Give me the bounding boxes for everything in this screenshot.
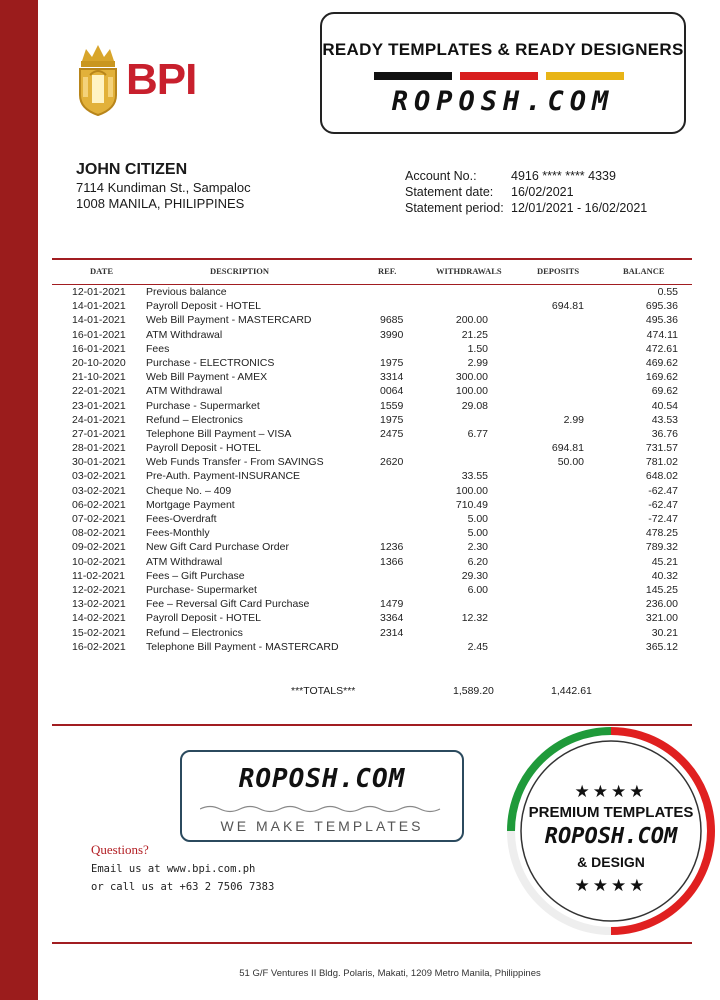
cell-balance: 474.11 <box>646 328 678 341</box>
seal-stars-top: ★★★★ <box>574 782 648 801</box>
bpi-logo <box>76 40 196 120</box>
cell-withdrawal: 2.45 <box>467 640 488 653</box>
cell-deposit: 694.81 <box>551 442 584 455</box>
cell-withdrawal: 29.08 <box>461 399 488 412</box>
statement-date: 16/02/2021 <box>511 185 574 199</box>
cell-date: 07-02-2021 <box>72 513 126 525</box>
cell-description: ATM Withdrawal <box>146 328 223 341</box>
statement-date-label: Statement date: <box>405 185 494 199</box>
table-row <box>0 583 720 597</box>
header-description: DESCRIPTION <box>210 266 270 276</box>
cell-ref: 2314 <box>380 626 404 639</box>
cell-description: Pre-Auth. Payment-INSURANCE <box>146 470 301 483</box>
cell-withdrawal: 100.00 <box>455 385 488 398</box>
cell-date: 16-01-2021 <box>72 328 126 341</box>
cell-ref: 1975 <box>380 356 404 369</box>
table-row <box>0 555 720 569</box>
seal-line3: & DESIGN <box>577 854 645 870</box>
cell-withdrawal: 29.30 <box>461 569 488 582</box>
cell-date: 27-01-2021 <box>72 427 126 440</box>
table-row <box>0 384 720 398</box>
cell-date: 23-01-2021 <box>72 399 126 412</box>
cell-balance: 648.02 <box>645 470 678 483</box>
header-ref: REF. <box>378 266 397 276</box>
cell-withdrawal: 5.00 <box>467 527 488 540</box>
statement-period-label: Statement period: <box>405 201 504 215</box>
cell-deposit: 694.81 <box>551 300 584 313</box>
cell-ref: 2475 <box>380 427 404 440</box>
cell-description: Payroll Deposit - HOTEL <box>146 612 261 625</box>
cell-description: Refund – Electronics <box>146 413 243 426</box>
header-balance: BALANCE <box>623 266 665 276</box>
cell-balance: 365.12 <box>645 640 678 653</box>
cell-date: 14-02-2021 <box>72 612 126 625</box>
cell-date: 11-02-2021 <box>72 569 125 582</box>
cell-deposit: 50.00 <box>557 456 584 469</box>
customer-address1: 7114 Kundiman St., Sampaloc <box>76 180 251 195</box>
bank-name: BPI <box>126 55 197 104</box>
cell-withdrawal: 2.99 <box>467 356 488 369</box>
cell-ref: 3990 <box>380 328 404 341</box>
watermark-top-line2: ROPOSH.COM <box>391 86 615 117</box>
cell-description: Purchase- Supermarket <box>146 583 257 596</box>
cell-date: 14-01-2021 <box>72 300 126 313</box>
table-row <box>0 626 720 640</box>
footer-address: 51 G/F Ventures II Bldg. Polaris, Makati, 1209 Metro Manila, Philippines <box>239 968 541 979</box>
cell-date: 16-01-2021 <box>72 342 126 355</box>
customer-block <box>76 162 251 212</box>
transactions-table <box>0 285 720 654</box>
cell-deposit: 2.99 <box>563 413 584 426</box>
cell-description: Fees – Gift Purchase <box>146 569 245 582</box>
cell-date: 24-01-2021 <box>72 413 126 426</box>
watermark-bottom <box>180 750 464 842</box>
cell-balance: 472.61 <box>645 342 678 355</box>
cell-ref: 1479 <box>380 598 404 611</box>
cell-ref: 9685 <box>380 314 404 327</box>
account-no: 4916 **** **** 4339 <box>511 169 616 183</box>
table-row <box>0 328 720 342</box>
cell-date: 20-10-2020 <box>72 356 126 369</box>
cell-balance: 236.00 <box>645 598 678 611</box>
totals-withdrawals: 1,589.20 <box>453 685 494 697</box>
cell-date: 12-01-2021 <box>72 286 126 298</box>
cell-date: 06-02-2021 <box>72 498 126 511</box>
seal-line2: ROPOSH.COM <box>544 824 678 849</box>
watermark-bottom-line2: WE MAKE TEMPLATES <box>220 818 424 834</box>
table-row <box>0 469 720 483</box>
totals-deposits: 1,442.61 <box>551 685 592 697</box>
cell-ref: 1366 <box>380 555 404 568</box>
divider <box>52 942 692 944</box>
cell-withdrawal: 33.55 <box>461 470 488 483</box>
cell-ref: 3314 <box>380 371 404 384</box>
table-row <box>0 399 720 413</box>
cell-date: 03-02-2021 <box>72 470 126 483</box>
cell-description: Refund – Electronics <box>146 626 243 639</box>
cell-ref: 3364 <box>380 612 404 625</box>
cell-date: 13-02-2021 <box>72 598 126 611</box>
cell-date: 10-02-2021 <box>72 555 126 568</box>
table-row <box>0 512 720 526</box>
table-row <box>0 640 720 654</box>
cell-description: Mortgage Payment <box>146 498 235 511</box>
header-withdrawals: WITHDRAWALS <box>436 266 502 276</box>
table-row <box>0 484 720 498</box>
cell-date: 28-01-2021 <box>72 442 126 455</box>
cell-description: Web Bill Payment - AMEX <box>146 371 268 384</box>
header-date: DATE <box>90 266 113 276</box>
cell-balance: 469.62 <box>645 356 678 369</box>
table-row <box>0 569 720 583</box>
cell-date: 09-02-2021 <box>72 541 126 554</box>
cell-balance: 69.62 <box>651 385 678 398</box>
cell-balance: 43.53 <box>651 413 678 426</box>
cell-balance: 169.62 <box>645 371 678 384</box>
table-row <box>0 370 720 384</box>
divider <box>52 258 692 260</box>
seal-stars-bottom: ★★★★ <box>574 876 648 895</box>
cell-date: 30-01-2021 <box>72 456 126 469</box>
cell-balance: 495.36 <box>645 314 678 327</box>
cell-balance: 789.32 <box>645 541 678 554</box>
cell-balance: -72.47 <box>648 513 678 525</box>
table-row <box>0 299 720 313</box>
header-deposits: DEPOSITS <box>537 266 580 276</box>
table-row <box>0 526 720 540</box>
cell-withdrawal: 100.00 <box>455 484 488 497</box>
cell-description: Payroll Deposit - HOTEL <box>146 442 261 455</box>
watermark-top <box>320 12 686 134</box>
cell-description: Purchase - ELECTRONICS <box>146 356 275 369</box>
cell-description: Previous balance <box>146 286 227 298</box>
cell-ref: 2620 <box>380 456 404 469</box>
table-row <box>0 498 720 512</box>
account-block <box>405 168 647 216</box>
flag-bars <box>374 72 624 80</box>
cell-description: Cheque No. – 409 <box>146 484 232 497</box>
phone-line: or call us at +63 2 7506 7383 <box>91 881 275 893</box>
table-row <box>0 413 720 427</box>
cell-date: 14-01-2021 <box>72 314 126 327</box>
cell-description: Web Bill Payment - MASTERCARD <box>146 314 312 327</box>
cell-date: 21-10-2021 <box>72 371 126 384</box>
cell-withdrawal: 710.49 <box>455 498 488 511</box>
table-row <box>0 611 720 625</box>
cell-description: Fees <box>146 342 170 355</box>
cell-date: 03-02-2021 <box>72 484 126 497</box>
cell-description: Fee – Reversal Gift Card Purchase <box>146 598 310 611</box>
cell-withdrawal: 6.20 <box>467 555 488 568</box>
cell-balance: 695.36 <box>645 300 678 313</box>
cell-ref: 1559 <box>380 399 404 412</box>
premium-seal <box>506 726 716 936</box>
cell-balance: -62.47 <box>648 484 678 497</box>
cell-balance: 731.57 <box>645 442 678 455</box>
cell-balance: 40.32 <box>651 569 678 582</box>
cell-date: 08-02-2021 <box>72 527 126 540</box>
cell-description: Web Funds Transfer - From SAVINGS <box>146 456 324 469</box>
table-header <box>0 266 720 280</box>
cell-withdrawal: 21.25 <box>461 328 488 341</box>
cell-ref: 1975 <box>380 413 404 426</box>
watermark-bottom-line1: ROPOSH.COM <box>238 764 406 794</box>
cell-description: Purchase - Supermarket <box>146 399 260 412</box>
cell-ref: 1236 <box>380 541 404 554</box>
table-row <box>0 313 720 327</box>
cell-balance: 36.76 <box>651 427 678 440</box>
seal-line1: PREMIUM TEMPLATES <box>528 804 694 821</box>
totals-label: ***TOTALS*** <box>291 685 356 697</box>
cell-description: ATM Withdrawal <box>146 555 223 568</box>
cell-date: 16-02-2021 <box>72 640 126 653</box>
table-row <box>0 285 720 299</box>
cell-balance: 145.25 <box>645 583 678 596</box>
cell-balance: 781.02 <box>645 456 678 469</box>
cell-balance: 45.21 <box>651 555 678 568</box>
statement-period: 12/01/2021 - 16/02/2021 <box>511 201 648 215</box>
table-row <box>0 441 720 455</box>
cell-date: 22-01-2021 <box>72 385 126 398</box>
customer-name: JOHN CITIZEN <box>76 161 188 178</box>
cell-withdrawal: 5.00 <box>467 513 488 525</box>
crown-shield-icon <box>76 43 120 117</box>
cell-description: Telephone Bill Payment – VISA <box>146 427 292 440</box>
contact-block <box>91 860 274 896</box>
table-row <box>0 597 720 611</box>
questions-heading: Questions? <box>91 842 149 857</box>
cell-balance: 40.54 <box>651 399 678 412</box>
cell-description: Fees-Monthly <box>146 527 210 540</box>
customer-address2: 1008 MANILA, PHILIPPINES <box>76 196 245 211</box>
email-line[interactable]: Email us at www.bpi.com.ph <box>91 863 256 875</box>
cell-description: Fees-Overdraft <box>146 513 217 525</box>
watermark-top-line1: READY TEMPLATES & READY DESIGNERS <box>322 40 684 59</box>
cell-ref: 0064 <box>380 385 404 398</box>
cell-date: 12-02-2021 <box>72 583 126 596</box>
table-row <box>0 540 720 554</box>
cell-description: Telephone Bill Payment - MASTERCARD <box>146 640 339 653</box>
cell-withdrawal: 1.50 <box>467 342 488 355</box>
cell-balance: 321.00 <box>645 612 678 625</box>
cell-description: New Gift Card Purchase Order <box>146 541 289 554</box>
wave-icon <box>200 804 446 814</box>
account-no-label: Account No.: <box>405 169 477 183</box>
cell-balance: 0.55 <box>657 286 678 298</box>
cell-withdrawal: 200.00 <box>455 314 488 327</box>
cell-description: ATM Withdrawal <box>146 385 223 398</box>
cell-description: Payroll Deposit - HOTEL <box>146 300 261 313</box>
cell-balance: 478.25 <box>645 527 678 540</box>
table-row <box>0 455 720 469</box>
cell-date: 15-02-2021 <box>72 626 126 639</box>
cell-withdrawal: 6.00 <box>467 583 488 596</box>
cell-balance: 30.21 <box>651 626 678 639</box>
cell-withdrawal: 2.30 <box>467 541 488 554</box>
cell-withdrawal: 12.32 <box>461 612 488 625</box>
cell-balance: -62.47 <box>648 498 678 511</box>
table-row <box>0 342 720 356</box>
cell-withdrawal: 300.00 <box>455 371 488 384</box>
cell-withdrawal: 6.77 <box>467 427 488 440</box>
table-row <box>0 356 720 370</box>
table-row <box>0 427 720 441</box>
